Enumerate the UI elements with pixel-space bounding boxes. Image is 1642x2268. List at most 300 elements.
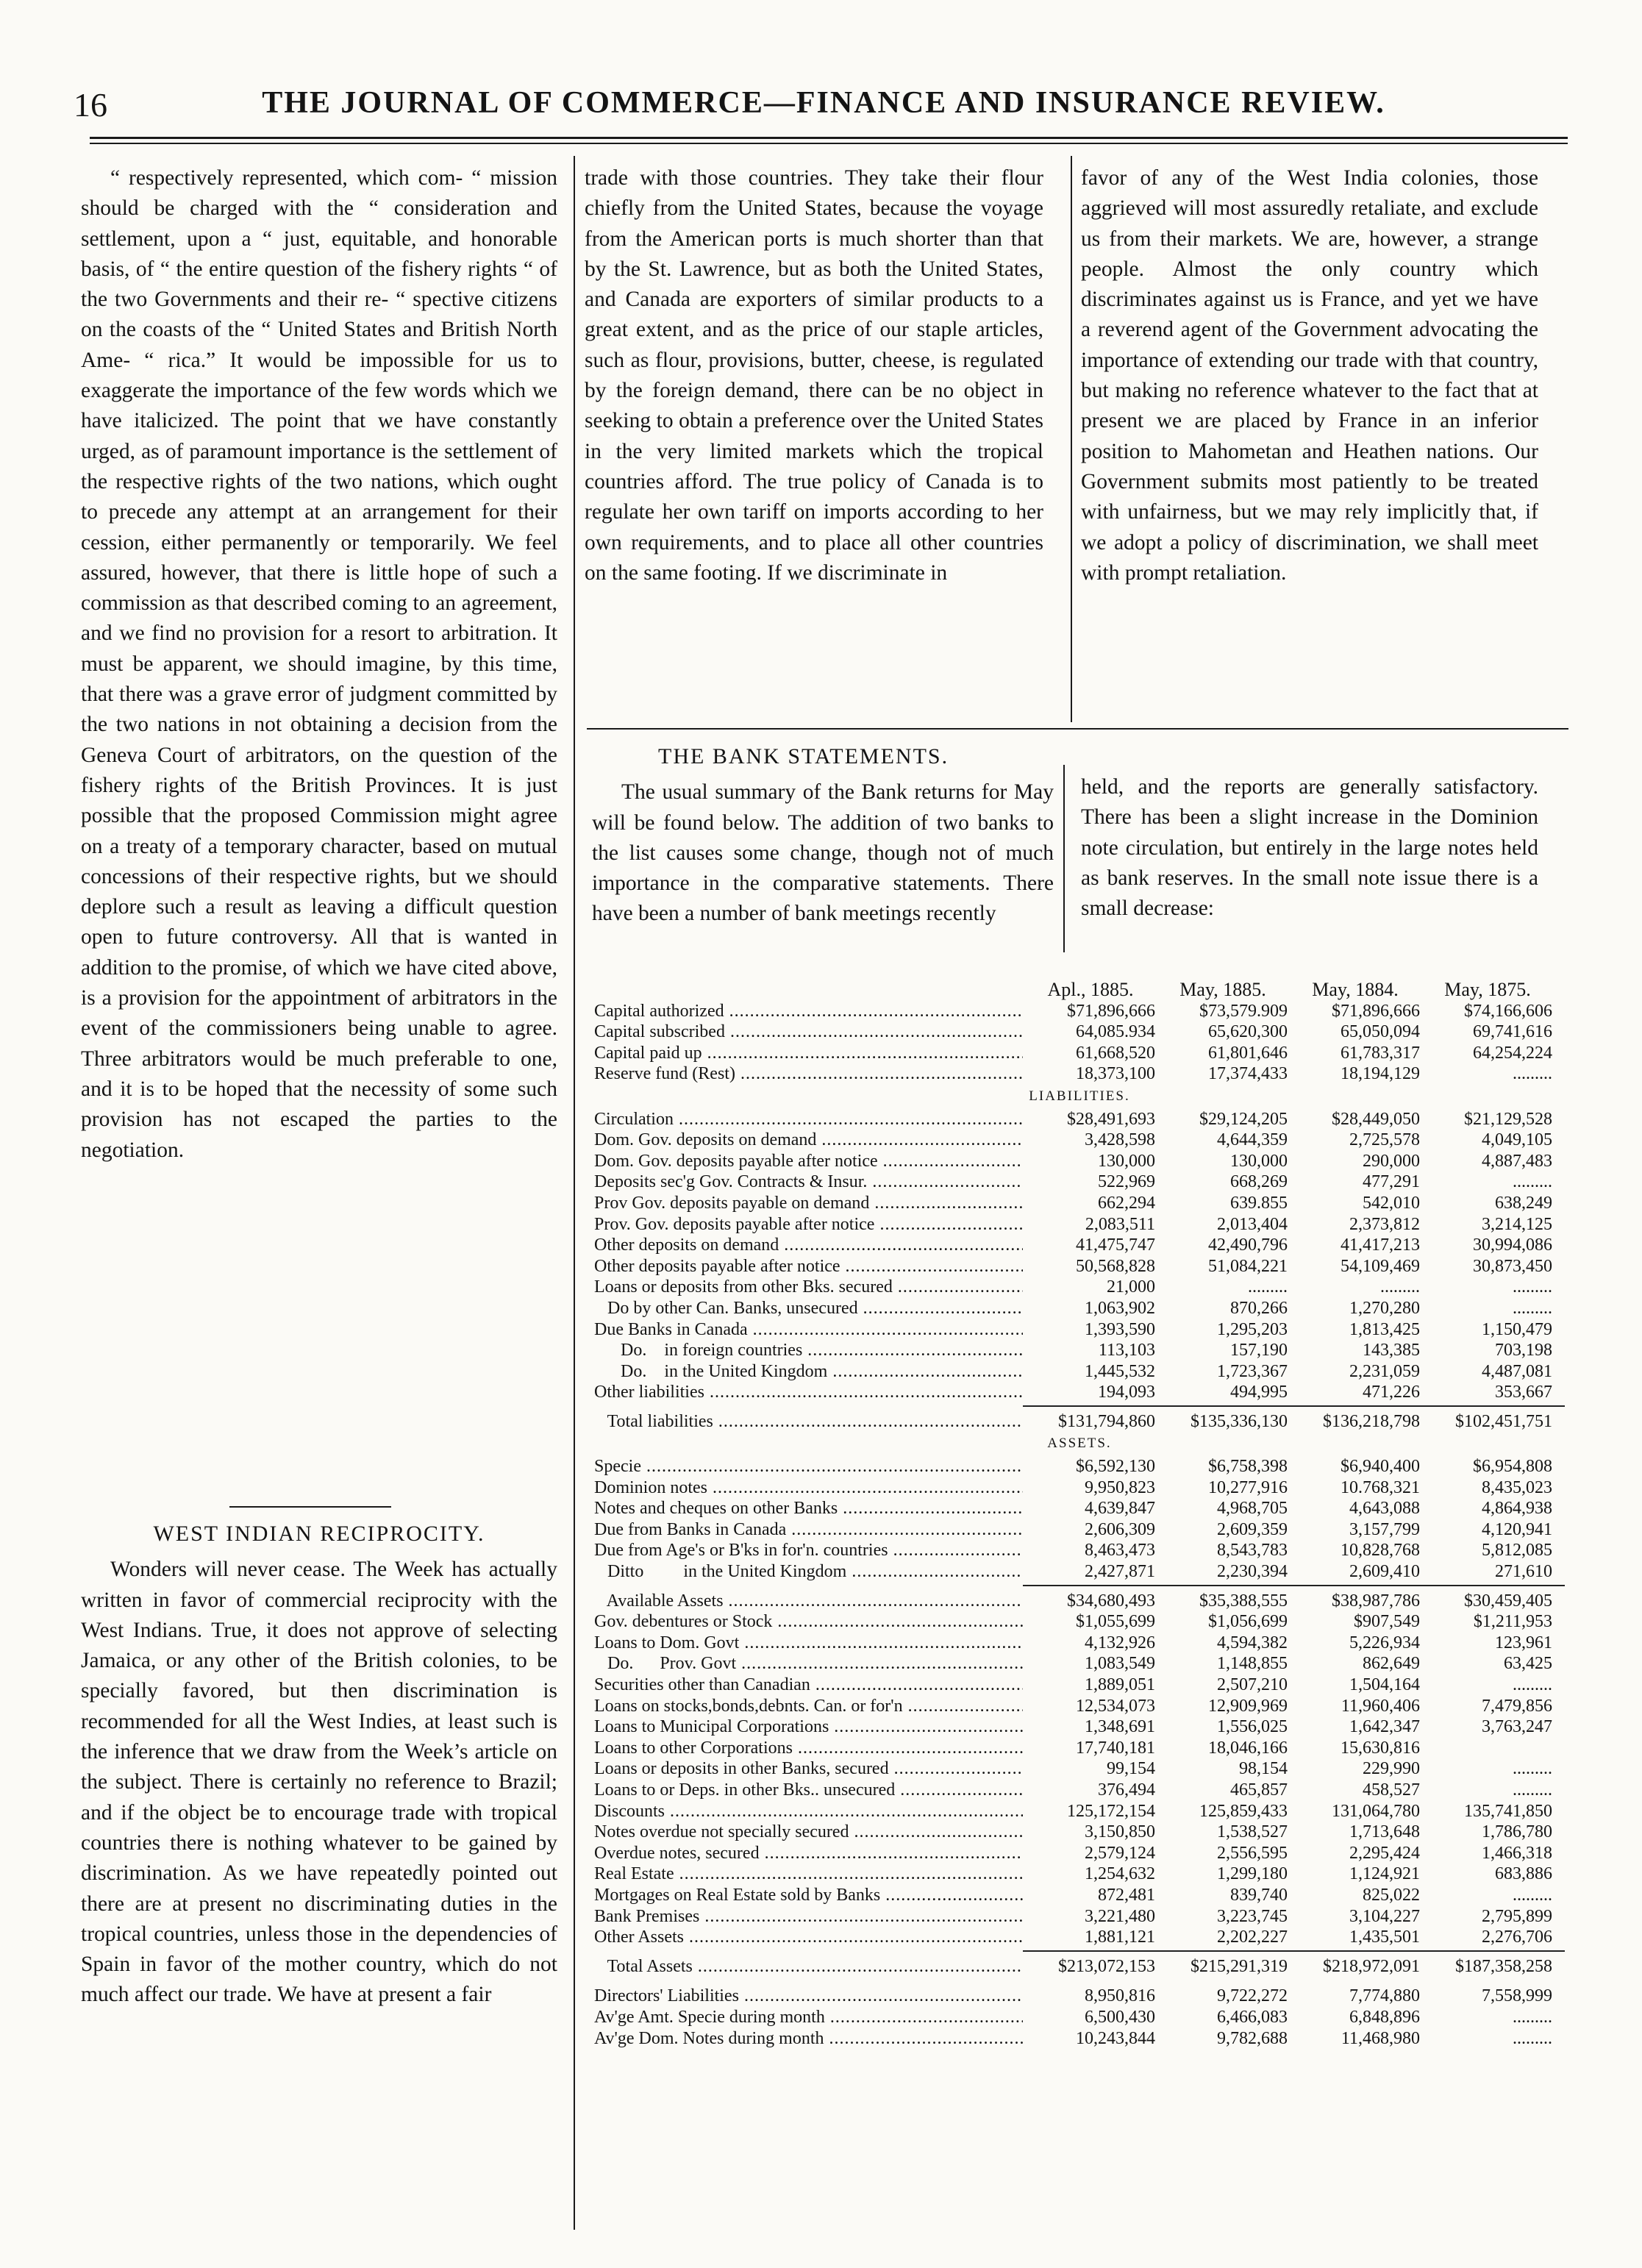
table-cell: 2,013,404: [1217, 1214, 1288, 1234]
table-cell: $218,972,091: [1323, 1956, 1420, 1976]
table-cell: 7,479,856: [1482, 1696, 1552, 1716]
table-cell: 1,150,479: [1482, 1319, 1552, 1339]
row-label: Due from Age's or B'ks in for'n. countries .....: [594, 1540, 1023, 1561]
table-cell: $6,758,398: [1208, 1457, 1288, 1477]
table-cell: 4,643,088: [1349, 1499, 1420, 1519]
col1-paragraph: “ respectively represented, which com- “ mission should be charged with the “ consideration and settlement, upon a “ just, equitable, and honorable basis, of “ the entire question of the fishery rights “ of the two Governments and their re- “ spective citizens on the coasts of the “ United States and British North Ame- “ rica.” It would be impossible for us to exaggerate the importance of the few words which we have italicized. The point that we have constantly urged, as of paramount importance is the settlement of the respective rights of the two nations, which ought to precede any attempt at an arrangement for their cession, either permanently or temporarily. We feel assured, however, that there is little hope of such a commission as that described coming to an agreement, and we find no provision for a resort to arbitration. It must be apparent, we should imagine, by this time, that there was a grave error of judgment committed by the two nations in not obtaining a decision from the Geneva Court of arbitrators, on the question of the fishery rights of the British Provinces. It is just possible that the proposed Commission might agree on a treaty of a temporary character, based on mutual concessions of their respective rights, but we should deplore such a result as leaving a difficult question open to future controversy. All that is wanted in addition to the promise, of which we have cited above, is a provision for the appointment of arbitrators in the event of the commissioners being unable to agree. Three arbitrators would be much preferable to one, and it is to be hoped that the necessity of some such provision has not escaped the parties to the negotiation.: [81, 166, 557, 1162]
table-row: [594, 1986, 1565, 2007]
table-cell: $21,129,528: [1464, 1109, 1552, 1129]
table-cell: $30,459,405: [1464, 1591, 1552, 1611]
table-cell: .........: [1513, 2028, 1552, 2048]
table-cell: 2,230,394: [1217, 1562, 1288, 1582]
row-label: Other liabilities .....: [594, 1382, 1023, 1403]
row-label: Av'ge Amt. Specie during month .....: [594, 2007, 1023, 2028]
table-row: [594, 1519, 1565, 1541]
west-indian-section: [81, 1519, 557, 2011]
table-cell: 1,723,367: [1217, 1361, 1288, 1381]
table-cell: 18,373,100: [1076, 1064, 1155, 1084]
table-cell: 271,610: [1495, 1562, 1552, 1582]
table-row: [594, 1843, 1565, 1864]
west-indian-paragraph: Wonders will never cease. The Week has actually written in favor of commercial reciprocity with the West Indians. True, it does not approve of selecting Jamaica, or any other of the British colonies, to be specially favored, but then discrimination is recommended for all the West Indies, at least such is the inference that we draw from the Week’s article on the subject. There is certainly no reference to Brazil; and if the object be to encourage trade with tropical countries there is nothing whatever to be gained by discrimination. As we have repeatedly pointed out there are at present no discriminating duties in the tropical countries, unless those in the dependencies of Spain in favor of the mother country, which do not much affect our trade. We have at present a fair: [81, 1558, 557, 2007]
table-row: [594, 1696, 1565, 1717]
table-cell: 6,500,430: [1085, 2007, 1155, 2027]
table-cell: 542,010: [1363, 1193, 1420, 1213]
column-header: May, 1875.: [1444, 979, 1531, 1000]
table-row: [594, 1822, 1565, 1843]
table-cell: $35,388,555: [1199, 1591, 1288, 1611]
table-cell: .........: [1513, 2007, 1552, 2027]
table-cell: 1,063,902: [1085, 1298, 1155, 1318]
row-label: Capital authorized .....: [594, 1001, 1023, 1022]
column-rule-1: [574, 156, 575, 2230]
column-1: [81, 163, 557, 1166]
table-row: [594, 1043, 1565, 1064]
table-header: [594, 980, 1565, 1001]
column-header: Apl., 1885.: [1047, 979, 1134, 1000]
table-cell: 1,889,051: [1085, 1675, 1155, 1694]
table-cell: 494,995: [1230, 1383, 1288, 1402]
row-label: Loans to Municipal Corporations .....: [594, 1716, 1023, 1738]
table-cell: 1,504,164: [1349, 1675, 1420, 1694]
table-cell: 99,154: [1107, 1759, 1155, 1779]
table-cell: 1,538,527: [1217, 1822, 1288, 1842]
total-assets-row: [594, 1956, 1565, 1978]
row-label: Loans to other Corporations .....: [594, 1738, 1023, 1759]
table-cell: 8,543,783: [1217, 1541, 1288, 1561]
row-label: Do by other Can. Banks, unsecured .....: [594, 1298, 1023, 1319]
table-row: [594, 1738, 1565, 1759]
table-cell: 2,295,424: [1349, 1843, 1420, 1863]
table-row: [594, 1298, 1565, 1319]
table-cell: 6,848,896: [1349, 2007, 1420, 2027]
table-cell: 2,427,871: [1085, 1562, 1155, 1582]
table-cell: 4,594,382: [1217, 1633, 1288, 1652]
table-cell: 3,150,850: [1085, 1822, 1155, 1842]
table-cell: $6,592,130: [1076, 1457, 1155, 1477]
bank-left-text: [592, 741, 1054, 930]
header-rule-bottom: [90, 143, 1568, 144]
table-cell: 683,886: [1495, 1864, 1552, 1884]
table-cell: 1,148,855: [1217, 1654, 1288, 1674]
table-row: [594, 1716, 1565, 1738]
col1-section-rule: [229, 1506, 391, 1508]
table-cell: 2,507,210: [1217, 1675, 1288, 1694]
table-cell: 125,172,154: [1067, 1801, 1155, 1821]
row-label: Prov Gov. deposits payable on demand .....: [594, 1193, 1023, 1214]
bank-statements-title: THE BANK STATEMENTS.: [658, 744, 949, 769]
table-row: [594, 1021, 1565, 1043]
table-cell: 123,961: [1495, 1633, 1552, 1652]
table-row: [594, 1361, 1565, 1383]
row-label: Loans to Dom. Govt .....: [594, 1633, 1023, 1654]
table-cell: [1420, 1738, 1552, 1759]
table-cell: 825,022: [1363, 1885, 1420, 1905]
table-cell: 2,609,410: [1349, 1562, 1420, 1582]
table-cell: 3,214,125: [1482, 1214, 1552, 1234]
table-cell: 870,266: [1230, 1298, 1288, 1318]
table-cell: 4,487,081: [1482, 1361, 1552, 1381]
row-label: Do. in foreign countries .....: [594, 1340, 1023, 1361]
running-head: THE JOURNAL OF COMMERCE—FINANCE AND INSURANCE REVIEW.: [262, 86, 1385, 120]
table-cell: 1,295,203: [1217, 1319, 1288, 1339]
table-cell: 4,644,359: [1217, 1130, 1288, 1150]
total-liabilities-row: [594, 1411, 1565, 1433]
table-cell: 2,231,059: [1349, 1361, 1420, 1381]
row-label: Directors' Liabilities .....: [594, 1986, 1023, 2007]
table-cell: 872,481: [1098, 1885, 1155, 1905]
table-cell: 12,909,969: [1208, 1696, 1288, 1716]
row-label: Securities other than Canadian .....: [594, 1675, 1023, 1696]
row-label: Ditto in the United Kingdom .....: [594, 1561, 1023, 1583]
table-cell: 42,490,796: [1208, 1235, 1288, 1255]
column-header: May, 1885.: [1179, 979, 1266, 1000]
row-label: Notes and cheques on other Banks .....: [594, 1498, 1023, 1519]
table-row: [594, 2007, 1565, 2028]
row-label: Loans or deposits from other Bks. secured .....: [594, 1277, 1023, 1298]
table-cell: 4,864,938: [1482, 1499, 1552, 1519]
table-row: [594, 1675, 1565, 1696]
table-cell: 3,157,799: [1349, 1519, 1420, 1539]
table-cell: 353,667: [1495, 1383, 1552, 1402]
page-number: 16: [74, 86, 107, 124]
table-row: [594, 1498, 1565, 1519]
table-cell: .........: [1513, 1064, 1552, 1084]
table-cell: $71,896,666: [1067, 1001, 1155, 1021]
table-cell: 21,000: [1107, 1277, 1155, 1297]
table-cell: 703,198: [1495, 1341, 1552, 1361]
row-label: Loans to or Deps. in other Bks.. unsecured .....: [594, 1780, 1023, 1801]
table-row: [594, 1540, 1565, 1561]
table-cell: 30,873,450: [1473, 1256, 1552, 1276]
table-row: [594, 1758, 1565, 1780]
table-cell: 8,950,816: [1085, 1986, 1155, 2006]
table-cell: 290,000: [1363, 1151, 1420, 1171]
table-row: [594, 1340, 1565, 1361]
row-label: Deposits sec'g Gov. Contracts & Insur. .....: [594, 1172, 1023, 1193]
bank-section-rule: [587, 728, 1568, 730]
table-cell: $38,987,786: [1332, 1591, 1420, 1611]
table-cell: 1,393,590: [1085, 1319, 1155, 1339]
table-cell: 5,226,934: [1349, 1633, 1420, 1652]
row-label: Bank Premises .....: [594, 1906, 1023, 1928]
table-cell: 639.855: [1230, 1193, 1288, 1213]
table-row: [594, 1193, 1565, 1214]
row-label: Other Assets .....: [594, 1927, 1023, 1948]
table-cell: 10,277,916: [1208, 1477, 1288, 1497]
table-cell: $215,291,319: [1191, 1956, 1288, 1976]
table-row: [594, 1001, 1565, 1022]
row-label: Specie .....: [594, 1456, 1023, 1477]
table-cell: .........: [1513, 1759, 1552, 1779]
col2-paragraph: trade with those countries. They take their flour chiefly from the United States, because the voyage from the American ports is much shorter than that by the St. Lawrence, but as both the United States, and Canada are exporters of similar products to a great extent, and as the price of our staple articles, such as flour, provisions, butter, cheese, is regulated by the foreign demand, there can be no object in seeking to obtain a preference over the United States in the very limited markets which the tropical countries afford. The true policy of Canada is to regulate her own tariff on imports according to her own requirements, and to place all other countries on the same footing. If we discriminate in: [585, 166, 1043, 585]
table-cell: .........: [1513, 1780, 1552, 1800]
row-label: Notes overdue not specially secured .....: [594, 1822, 1023, 1843]
table-cell: $213,072,153: [1058, 1956, 1155, 1976]
table-cell: 130,000: [1230, 1151, 1288, 1171]
table-cell: $907,549: [1354, 1612, 1420, 1632]
table-row: [594, 1653, 1565, 1675]
table-cell: 3,763,247: [1482, 1717, 1552, 1737]
table-cell: 9,950,823: [1085, 1477, 1155, 1497]
row-label: Prov. Gov. deposits payable after notice .....: [594, 1214, 1023, 1235]
table-cell: 4,049,105: [1482, 1130, 1552, 1150]
table-cell: 1,466,318: [1482, 1843, 1552, 1863]
table-cell: $136,218,798: [1323, 1411, 1420, 1431]
table-cell: 61,801,646: [1208, 1043, 1288, 1063]
table-row: [594, 1633, 1565, 1654]
table-row: [594, 1063, 1565, 1085]
table-cell: 1,254,632: [1085, 1864, 1155, 1884]
table-cell: 2,202,227: [1217, 1928, 1288, 1947]
table-cell: 1,556,025: [1217, 1717, 1288, 1737]
table-cell: 17,740,181: [1076, 1738, 1155, 1758]
table-row: [594, 1561, 1565, 1583]
table-cell: 7,774,880: [1349, 1986, 1420, 2006]
table-cell: 17,374,433: [1208, 1064, 1288, 1084]
table-cell: 63,425: [1504, 1654, 1552, 1674]
table-cell: 69,741,616: [1473, 1022, 1552, 1042]
table-cell: 839,740: [1230, 1885, 1288, 1905]
table-cell: .........: [1380, 1277, 1420, 1297]
table-cell: 1,083,549: [1085, 1654, 1155, 1674]
table-cell: 10.768,321: [1341, 1477, 1420, 1497]
row-label: Capital paid up .....: [594, 1043, 1023, 1064]
table-row: [594, 1256, 1565, 1277]
row-label: Dom. Gov. deposits on demand .....: [594, 1130, 1023, 1151]
column-rule-2: [1071, 156, 1072, 722]
table-cell: 2,725,578: [1349, 1130, 1420, 1150]
total-rule: [1023, 1950, 1565, 1952]
row-label: Due Banks in Canada .....: [594, 1319, 1023, 1341]
table-cell: 8,435,023: [1482, 1477, 1552, 1497]
table-cell: 2,276,706: [1482, 1928, 1552, 1947]
table-cell: 1,813,425: [1349, 1319, 1420, 1339]
table-cell: $131,794,860: [1058, 1411, 1155, 1431]
table-cell: 41,417,213: [1341, 1235, 1420, 1255]
table-cell: 4,639,847: [1085, 1499, 1155, 1519]
table-cell: $187,358,258: [1455, 1956, 1552, 1976]
table-cell: .........: [1513, 1277, 1552, 1297]
table-row: [594, 1382, 1565, 1403]
table-cell: 2,579,124: [1085, 1843, 1155, 1863]
table-cell: 2,606,309: [1085, 1519, 1155, 1539]
table-cell: 194,093: [1098, 1383, 1155, 1402]
row-label: Loans or deposits in other Banks, secured .....: [594, 1758, 1023, 1780]
table-cell: 8,463,473: [1085, 1541, 1155, 1561]
table-row: [594, 1151, 1565, 1172]
row-label: Reserve fund (Rest) .....: [594, 1063, 1023, 1085]
row-label: Gov. debentures or Stock .....: [594, 1611, 1023, 1633]
table-cell: 64,254,224: [1473, 1043, 1552, 1063]
table-cell: 1,642,347: [1349, 1717, 1420, 1737]
west-indian-title: WEST INDIAN RECIPROCITY.: [153, 1522, 485, 1546]
page-header: [74, 79, 1574, 124]
table-row: [594, 1277, 1565, 1298]
table-cell: $73,579.909: [1199, 1001, 1288, 1021]
table-cell: 15,630,816: [1341, 1738, 1420, 1758]
table-cell: .........: [1513, 1675, 1552, 1694]
table-cell: 477,291: [1363, 1172, 1420, 1192]
table-cell: $6,954,808: [1473, 1457, 1552, 1477]
table-cell: 64,085.934: [1076, 1022, 1155, 1042]
total-rule: [1023, 1405, 1565, 1407]
col3-paragraph: favor of any of the West India colonies, those aggrieved will most assuredly retaliate, and exclude us from their markets. We are, however, a strange people. Almost the only country which discriminates against us is France, and yet we have a reverend agent of the Government advocating the importance of extending our trade with that country, but making no reference whatever to the fact that at present we are placed by France in an inferior position to Mahometan and Heathen nations. Our Government submits most patiently to be treated with unfairness, but we may rely implicitly that, if we adopt a policy of discrimination, we shall meet with prompt retaliation.: [1081, 166, 1538, 585]
table-row: [594, 1235, 1565, 1256]
table-cell: 376,494: [1098, 1780, 1155, 1800]
table-cell: 1,348,691: [1085, 1717, 1155, 1737]
table-cell: 125,859,433: [1199, 1801, 1288, 1821]
table-cell: 1,786,780: [1482, 1822, 1552, 1842]
table-cell: 1,124,921: [1349, 1864, 1420, 1884]
table-cell: 10,243,844: [1076, 2028, 1155, 2048]
table-cell: $1,056,699: [1208, 1612, 1288, 1632]
table-cell: 4,887,483: [1482, 1151, 1552, 1171]
table-cell: $6,940,400: [1341, 1457, 1420, 1477]
row-label: Other deposits on demand .....: [594, 1235, 1023, 1256]
row-label: Capital subscribed .....: [594, 1021, 1023, 1043]
table-row: [594, 1780, 1565, 1801]
table-cell: 1,299,180: [1217, 1864, 1288, 1884]
table-cell: 2,373,812: [1349, 1214, 1420, 1234]
table-cell: 862,649: [1363, 1654, 1420, 1674]
table-cell: $28,449,050: [1332, 1109, 1420, 1129]
table-cell: 130,000: [1098, 1151, 1155, 1171]
table-row: [594, 1864, 1565, 1885]
bank-intro-right: held, and the reports are generally satisfactory. There has been a slight increase in the Dominion note circulation, but entirely in the large notes held as bank reserves. In the small note issue there is a small decrease:: [1081, 775, 1538, 921]
table-cell: 668,269: [1230, 1172, 1288, 1192]
header-rule-top: [90, 137, 1568, 139]
table-row: [594, 1130, 1565, 1151]
table-cell: 9,782,688: [1217, 2028, 1288, 2048]
table-cell: 229,990: [1363, 1759, 1420, 1779]
table-cell: 12,534,073: [1076, 1696, 1155, 1716]
row-label: Due from Banks in Canada .....: [594, 1519, 1023, 1541]
total-rule: [1023, 1585, 1565, 1586]
table-row: [594, 1801, 1565, 1822]
table-cell: 1,445,532: [1085, 1361, 1155, 1381]
table-cell: 6,466,083: [1217, 2007, 1288, 2027]
table-cell: 98,154: [1239, 1759, 1288, 1779]
bank-right-text: [1081, 772, 1538, 924]
table-row: [594, 1906, 1565, 1928]
table-cell: 522,969: [1098, 1172, 1155, 1192]
row-label: Other deposits payable after notice .....: [594, 1256, 1023, 1277]
table-cell: 4,968,705: [1217, 1499, 1288, 1519]
table-cell: 1,270,280: [1349, 1298, 1420, 1318]
row-label: Available Assets .....: [594, 1591, 1023, 1612]
table-cell: 143,385: [1363, 1341, 1420, 1361]
table-cell: 65,620,300: [1208, 1022, 1288, 1042]
table-cell: 18,194,129: [1341, 1064, 1420, 1084]
table-cell: 11,468,980: [1341, 2028, 1420, 2048]
table-cell: 54,109,469: [1341, 1256, 1420, 1276]
table-row: [594, 1456, 1565, 1477]
column-rule-bank: [1063, 765, 1065, 952]
table-row: [594, 1172, 1565, 1193]
row-label: Total Assets .....: [594, 1956, 1023, 1978]
row-label: Discounts .....: [594, 1801, 1023, 1822]
row-label: Total liabilities .....: [594, 1411, 1023, 1433]
row-label: Av'ge Dom. Notes during month .....: [594, 2028, 1023, 2050]
row-label: Loans on stocks,bonds,debnts. Can. or for'n .....: [594, 1696, 1023, 1717]
table-cell: 157,190: [1230, 1341, 1288, 1361]
table-cell: 4,120,941: [1482, 1519, 1552, 1539]
table-cell: $1,211,953: [1473, 1612, 1552, 1632]
header-spacer: [594, 980, 1023, 1001]
table-cell: 50,568,828: [1076, 1256, 1155, 1276]
table-cell: 2,556,595: [1217, 1843, 1288, 1863]
row-label: Circulation .....: [594, 1109, 1023, 1130]
table-cell: 2,795,899: [1482, 1906, 1552, 1926]
assets-heading: ASSETS.: [1047, 1436, 1112, 1452]
table-cell: .........: [1513, 1885, 1552, 1905]
table-cell: 471,226: [1363, 1383, 1420, 1402]
table-row: [594, 1109, 1565, 1130]
table-cell: 2,083,511: [1085, 1214, 1155, 1234]
table-cell: 3,104,227: [1349, 1906, 1420, 1926]
table-cell: 3,428,598: [1085, 1130, 1155, 1150]
table-cell: 4,132,926: [1085, 1633, 1155, 1652]
bank-statement-table: [594, 980, 1565, 2049]
table-cell: 7,558,999: [1482, 1986, 1552, 2006]
table-cell: $28,491,693: [1067, 1109, 1155, 1129]
table-row: [594, 1885, 1565, 1906]
table-cell: 61,668,520: [1076, 1043, 1155, 1063]
table-cell: 51,084,221: [1208, 1256, 1288, 1276]
table-cell: .........: [1513, 1172, 1552, 1192]
column-3: [1081, 163, 1538, 588]
table-cell: 1,881,121: [1085, 1928, 1155, 1947]
table-cell: 61,783,317: [1341, 1043, 1420, 1063]
table-cell: 30,994,086: [1473, 1235, 1552, 1255]
table-cell: $34,680,493: [1067, 1591, 1155, 1611]
table-cell: 638,249: [1495, 1193, 1552, 1213]
table-cell: 1,435,501: [1349, 1928, 1420, 1947]
table-cell: 11,960,406: [1341, 1696, 1420, 1716]
row-label: Dom. Gov. deposits payable after notice .....: [594, 1151, 1023, 1172]
table-cell: 41,475,747: [1076, 1235, 1155, 1255]
table-cell: $135,336,130: [1191, 1411, 1288, 1431]
table-cell: .........: [1513, 1298, 1552, 1318]
table-cell: 2,609,359: [1217, 1519, 1288, 1539]
table-cell: 662,294: [1098, 1193, 1155, 1213]
bank-intro-left: The usual summary of the Bank returns for May will be found below. The addition of two banks to the list causes some change, though not of much importance in the comparative statements. There have been a number of bank meetings recently: [592, 780, 1054, 926]
row-label: Do. in the United Kingdom .....: [594, 1361, 1023, 1383]
table-cell: 9,722,272: [1217, 1986, 1288, 2006]
table-cell: .........: [1248, 1277, 1288, 1297]
table-row: [594, 1477, 1565, 1499]
spacer: [594, 1977, 1565, 1986]
table-cell: $102,451,751: [1455, 1411, 1552, 1431]
table-cell: $71,896,666: [1332, 1001, 1420, 1021]
table-row: [594, 1319, 1565, 1341]
column-header: May, 1884.: [1312, 979, 1399, 1000]
table-cell: 10,828,768: [1341, 1541, 1420, 1561]
available-assets-row: [594, 1591, 1565, 1612]
table-cell: 131,064,780: [1332, 1801, 1420, 1821]
table-row: [594, 2028, 1565, 2050]
table-cell: 1,713,648: [1349, 1822, 1420, 1842]
table-cell: 3,221,480: [1085, 1906, 1155, 1926]
table-cell: 65,050,094: [1341, 1022, 1420, 1042]
table-cell: 5,812,085: [1482, 1541, 1552, 1561]
table-cell: $74,166,606: [1464, 1001, 1552, 1021]
table-cell: 3,223,745: [1217, 1906, 1288, 1926]
table-cell: 135,741,850: [1464, 1801, 1552, 1821]
liabilities-heading: LIABILITIES.: [1029, 1088, 1130, 1104]
row-label: Mortgages on Real Estate sold by Banks .....: [594, 1885, 1023, 1906]
table-row: [594, 1927, 1565, 1948]
